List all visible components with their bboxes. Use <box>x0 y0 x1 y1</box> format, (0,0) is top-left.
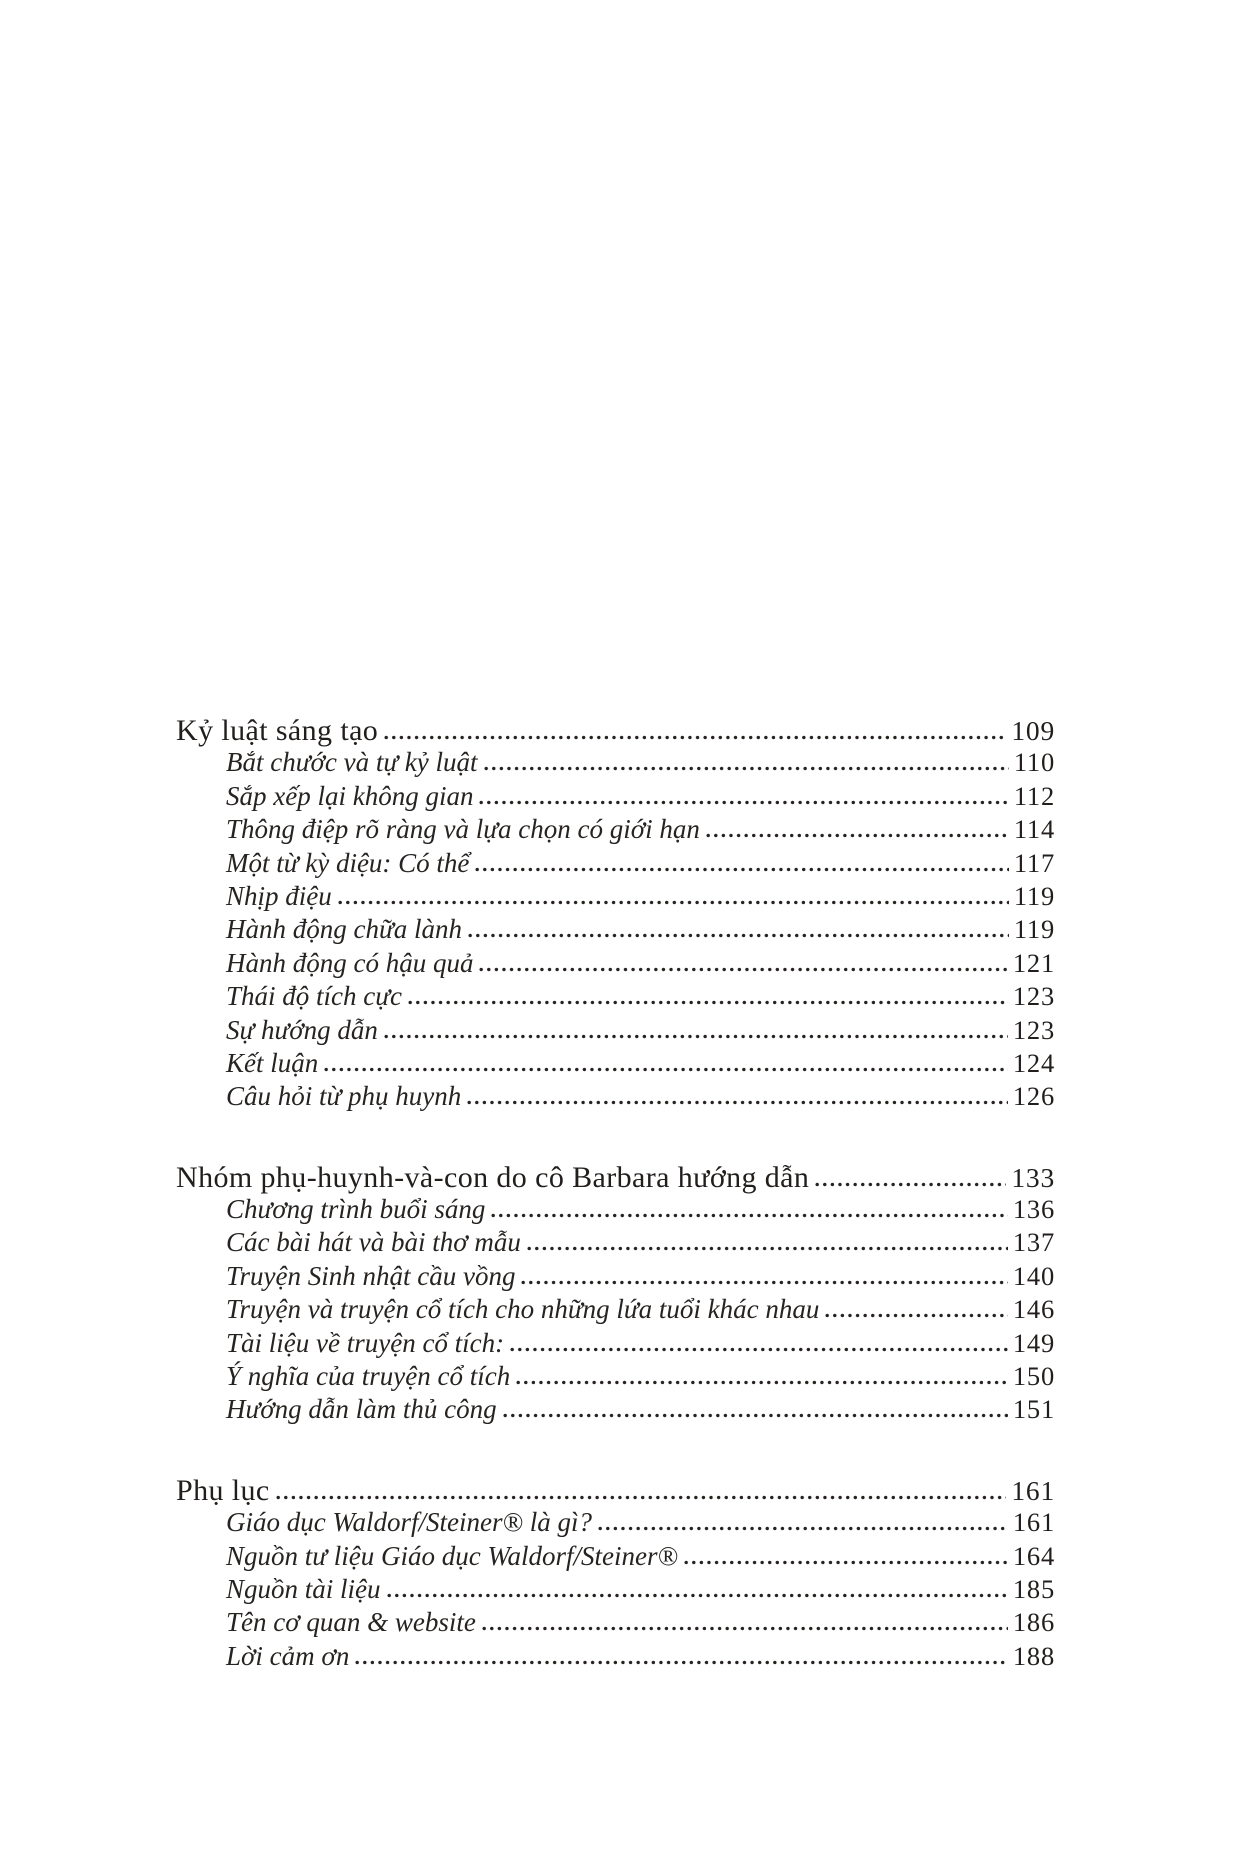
toc-entry <box>176 1081 1055 1114</box>
entry-label: Sự hướng dẫn <box>226 1014 378 1045</box>
page-number: 185 <box>1012 1573 1055 1604</box>
page-number: 188 <box>1012 1640 1055 1671</box>
section-title: Nhóm phụ-huynh-và-con do cô Barbara hướng dẫn <box>176 1160 810 1194</box>
entry-label: Tài liệu về truyện cổ tích: <box>226 1327 505 1358</box>
dot-leader <box>521 1280 1007 1285</box>
page-number: 119 <box>1013 914 1055 945</box>
dot-leader <box>387 1593 1008 1598</box>
entry-label: Kết luận <box>226 1047 319 1078</box>
entry-label: Các bài hát và bài thơ mẫu <box>226 1227 521 1258</box>
page-number: 146 <box>1012 1294 1055 1325</box>
dot-leader <box>815 1182 1006 1187</box>
page-number: 149 <box>1012 1327 1055 1358</box>
toc-entry <box>176 814 1055 847</box>
page-number: 117 <box>1013 847 1055 878</box>
page-number: 164 <box>1012 1540 1055 1571</box>
toc-entry <box>176 1641 1055 1674</box>
page-number: 124 <box>1012 1047 1055 1078</box>
toc-entry <box>176 1394 1055 1427</box>
dot-leader <box>598 1526 1008 1531</box>
dot-leader <box>479 967 1007 972</box>
page-number: 123 <box>1012 981 1055 1012</box>
entry-label: Tên cơ quan & website <box>226 1607 476 1638</box>
toc-entry <box>176 881 1055 914</box>
entry-label: Giáo dục Waldorf/Steiner® là gì? <box>226 1507 593 1538</box>
entry-label: Thông điệp rõ ràng và lựa chọn có giới hạn <box>226 814 700 845</box>
page-number: 140 <box>1012 1260 1055 1291</box>
entry-label: Nguồn tư liệu Giáo dục Waldorf/Steiner® <box>226 1540 678 1571</box>
dot-leader <box>484 766 1009 771</box>
toc-entry <box>176 1507 1055 1540</box>
dot-leader <box>408 1000 1008 1005</box>
toc-entry <box>176 1361 1055 1394</box>
toc-entry <box>176 1048 1055 1081</box>
dot-leader <box>503 1413 1008 1418</box>
page-number: 151 <box>1012 1394 1055 1425</box>
page-number: 161 <box>1012 1507 1055 1538</box>
dot-leader <box>482 1626 1008 1631</box>
dot-leader <box>384 1034 1008 1039</box>
entry-label: Hướng dẫn làm thủ công <box>226 1394 497 1425</box>
entry-label: Hành động chữa lành <box>226 914 462 945</box>
toc-entry <box>176 1328 1055 1361</box>
toc-section-heading <box>176 1161 1055 1194</box>
page-number: 114 <box>1013 814 1055 845</box>
page-number: 161 <box>1011 1474 1055 1506</box>
toc-entry <box>176 1261 1055 1294</box>
toc-entry <box>176 781 1055 814</box>
dot-leader <box>338 900 1009 905</box>
entry-label: Thái độ tích cực <box>226 981 402 1012</box>
dot-leader <box>467 1100 1008 1105</box>
dot-leader <box>527 1246 1008 1251</box>
entry-label: Bắt chước và tự kỷ luật <box>226 747 478 778</box>
entry-label: Nguồn tài liệu <box>226 1573 381 1604</box>
dot-leader <box>324 1067 1008 1072</box>
toc-entry <box>176 1194 1055 1227</box>
page-number: 133 <box>1011 1161 1055 1193</box>
toc-entry <box>176 1607 1055 1640</box>
section-title: Kỷ luật sáng tạo <box>176 714 379 747</box>
dot-leader <box>684 1560 1008 1565</box>
toc-section-heading <box>176 1474 1055 1507</box>
page-number: 112 <box>1013 780 1055 811</box>
entry-label: Sắp xếp lại không gian <box>226 780 474 811</box>
entry-label: Nhịp điệu <box>226 880 332 911</box>
dot-leader <box>384 735 1006 740</box>
toc-entry <box>176 1541 1055 1574</box>
toc-entry <box>176 981 1055 1014</box>
entry-label: Chương trình buổi sáng <box>226 1194 486 1225</box>
entry-label: Hành động có hậu quả <box>226 947 474 978</box>
toc-section-heading <box>176 714 1055 747</box>
page-number: 109 <box>1011 715 1055 746</box>
toc-entry <box>176 1574 1055 1607</box>
toc-entry <box>176 1227 1055 1260</box>
dot-leader <box>276 1495 1007 1500</box>
page-number: 136 <box>1012 1194 1055 1225</box>
entry-label: Truyện và truyện cổ tích cho những lứa tuổi khác nhau <box>226 1294 820 1325</box>
entry-label: Ý nghĩa của truyện cổ tích <box>226 1361 511 1392</box>
toc-entry <box>176 1015 1055 1048</box>
toc-entry <box>176 848 1055 881</box>
toc-entry <box>176 1294 1055 1327</box>
page-number: 119 <box>1013 880 1055 911</box>
entry-label: Một từ kỳ diệu: Có thể <box>226 847 470 878</box>
page-number: 123 <box>1012 1014 1055 1045</box>
page-number: 186 <box>1012 1607 1055 1638</box>
toc-entry <box>176 914 1055 947</box>
page-number: 126 <box>1012 1081 1055 1112</box>
section-title: Phụ lục <box>176 1473 270 1507</box>
dot-leader <box>706 833 1009 838</box>
entry-label: Câu hỏi từ phụ huynh <box>226 1081 462 1112</box>
page-number: 137 <box>1012 1227 1055 1258</box>
page-number: 110 <box>1013 747 1055 778</box>
toc-entry <box>176 747 1055 780</box>
toc-entry <box>176 948 1055 981</box>
dot-leader <box>468 933 1009 938</box>
dot-leader <box>510 1347 1008 1352</box>
dot-leader <box>825 1313 1008 1318</box>
dot-leader <box>516 1380 1008 1385</box>
entry-label: Lời cảm ơn <box>226 1640 350 1671</box>
table-of-contents <box>176 714 1055 1674</box>
dot-leader <box>479 800 1008 805</box>
page-number: 121 <box>1012 947 1055 978</box>
entry-label: Truyện Sinh nhật cầu vồng <box>226 1260 516 1291</box>
dot-leader <box>491 1213 1007 1218</box>
dot-leader <box>355 1660 1008 1665</box>
dot-leader <box>475 867 1008 872</box>
page-number: 150 <box>1012 1361 1055 1392</box>
